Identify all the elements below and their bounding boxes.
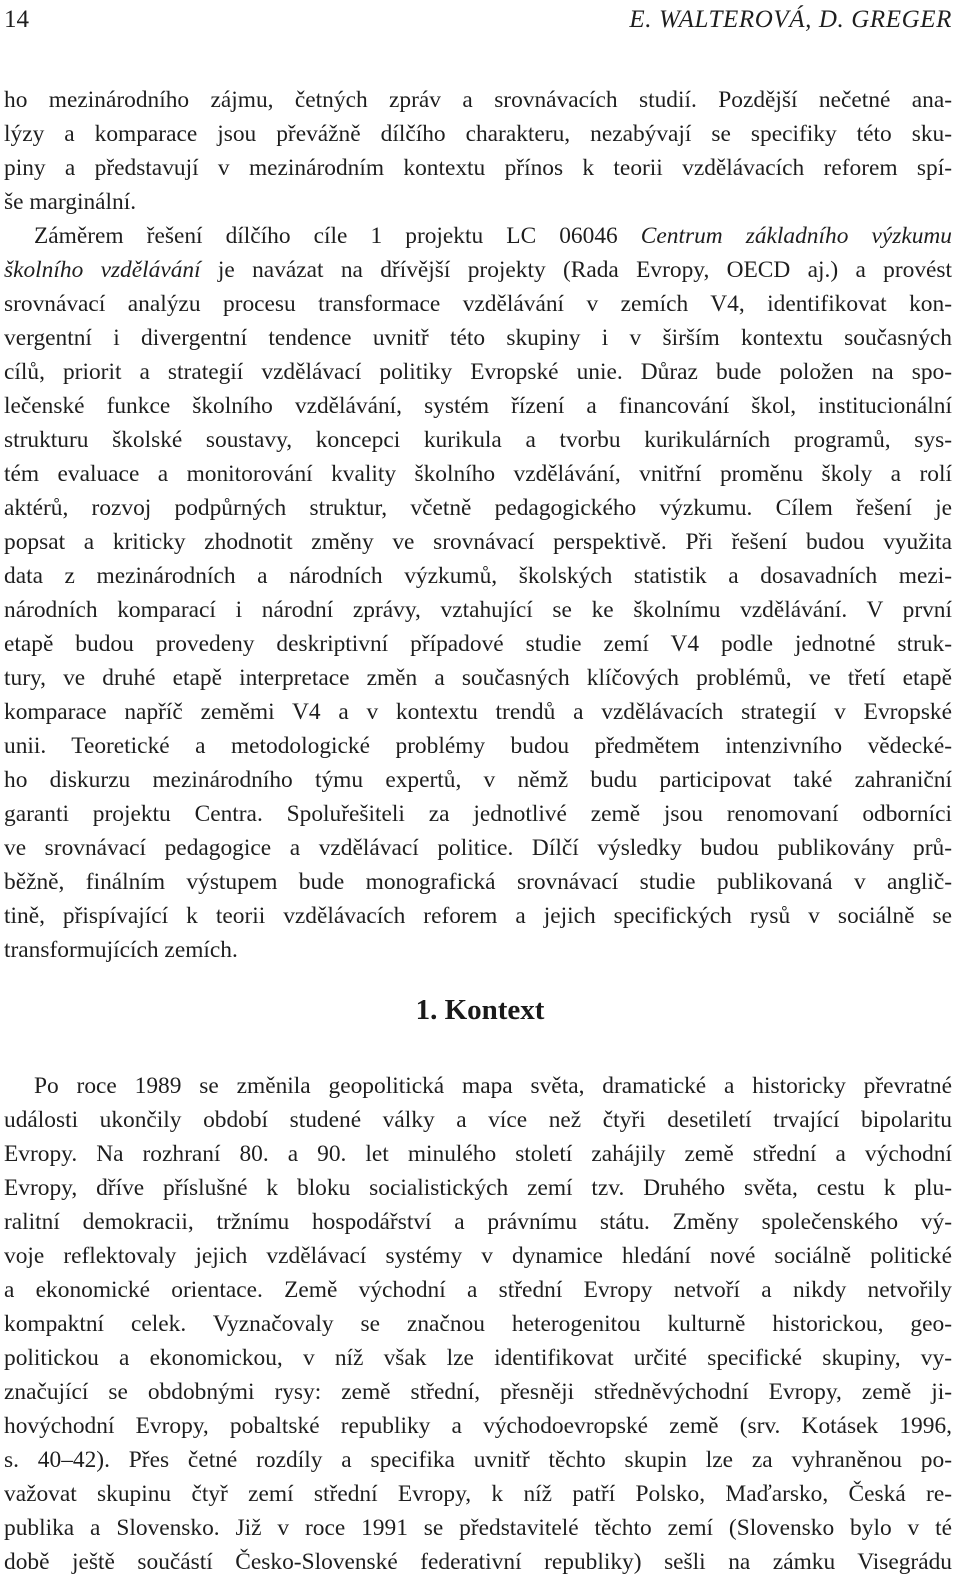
text-run: Záměrem řešení dílčího cíle 1 projektu LC 06046 [34,223,641,249]
text-line: kompaktní celek. Vyznačovaly se značnou heterogenitou kulturně historickou, geo- [4,1311,952,1337]
text-line: ho diskurzu mezinárodního týmu expertů, v němž budu participovat také zahraniční [4,767,952,793]
text-line: unii. Teoretické a metodologické problémy budou předmětem intenzivního vědecké- [4,733,952,759]
text-line: politickou a ekonomickou, v níž však lze identifikovat určité specifické skupiny, vy- [4,1345,952,1371]
text-line: vergentní i divergentní tendence uvnitř této skupiny i v širším kontextu současných [4,325,952,351]
text-line: značující se obdobnými rysy: země střední, přesněji středněvýchodní Evropy, země ji- [4,1379,952,1405]
project-title-italic: školního vzdělávání [4,257,201,283]
text-run: je navázat na dřívější projekty (Rada Evropy, OECD aj.) a provést [200,257,952,283]
text-line: s. 40–42). Přes četné rozdíly a specifika uvnitř těchto skupin lze za vyhraněnou po- [4,1447,952,1473]
text-line: tém evaluace a monitorování kvality školního vzdělávání, vnitřní proměnu školy a rolí [4,461,952,487]
text-line: tury, ve druhé etapě interpretace změn a současných klíčových problémů, ve třetí etapě [4,665,952,691]
text-line: etapě budou provedeny deskriptivní případové studie zemí V4 podle jednotné struk- [4,631,952,657]
text-line: Evropy. Na rozhraní 80. a 90. let minulého století zahájily země střední a východní [4,1141,952,1167]
text-line: události ukončily období studené války a více než čtyři desetiletí trvající bipolaritu [4,1107,952,1133]
text-line: popsat a kriticky zhodnotit změny ve srovnávací perspektivě. Při řešení budou využita [4,529,952,555]
text-line: ho mezinárodního zájmu, četných zpráv a srovnávacích studií. Pozdější nečetné ana- [4,87,952,113]
text-line: hovýchodní Evropy, pobaltské republiky a východoevropské země (srv. Kotásek 1996, [4,1413,952,1439]
text-line: garanti projektu Centra. Spoluřešiteli za jednotlivé země jsou renomovaní odborníci [4,801,952,827]
text-line: tině, přispívající k teorii vzdělávacích reforem a jejich specifických rysů v sociálně se [4,903,952,929]
text-line: važovat skupinu čtyř zemí střední Evropy, k níž patří Polsko, Maďarsko, Česká re- [4,1481,952,1507]
text-line: aktérů, rozvoj podpůrných struktur, včetně pedagogického výzkumu. Cílem řešení je [4,495,952,521]
text-line: lýzy a komparace jsou převážně dílčího charakteru, nezabývají se specifiky této sku- [4,121,952,147]
text-line: voje reflektovaly jejich vzdělávací systémy v dynamice hledání nové sociálně politické [4,1243,952,1269]
paragraph-first-line [4,219,952,253]
text-line: strukturu školské soustavy, koncepci kurikula a tvorbu kurikulárních programů, sys- [4,427,952,453]
text-line: národních komparací i národní zprávy, vztahující se ke školnímu vzdělávání. V první [4,597,952,623]
text-line: a ekonomické orientace. Země východní a střední Evropy netvoří a nikdy netvořily [4,1277,952,1303]
text-line: ralitní demokracii, tržnímu hospodářství a právnímu státu. Změny společenského vý- [4,1209,952,1235]
paragraph-first-line: Po roce 1989 se změnila geopolitická mapa světa, dramatické a historicky převratné [34,1073,952,1099]
text-line: lečenské funkce školního vzdělávání, systém řízení a financování škol, institucionální [4,393,952,419]
body-text-lower [4,1069,952,1579]
text-line: komparace napříč zeměmi V4 a v kontextu trendů a vzdělávacích strategií v Evropské [4,699,952,725]
text-line: ve srovnávací pedagogice a vzdělávací politice. Dílčí výsledky budou publikovány prů- [4,835,952,861]
text-line: še marginální. [4,189,137,215]
text-line: piny a představují v mezinárodním kontextu přínos k teorii vzdělávacích reforem spí- [4,155,952,181]
text-line [4,253,952,287]
text-line: srovnávací analýzu procesu transformace vzdělávání v zemích V4, identifikovat kon- [4,291,952,317]
project-title-italic: Centrum základního výzkumu [640,223,952,249]
page-number: 14 [4,6,29,33]
text-line: běžně, finálním výstupem bude monografická srovnávací studie publikovaná v anglič- [4,869,952,895]
section-heading: 1. Kontext [415,994,545,1026]
text-line: transformujících zemích. [4,937,238,963]
text-line: cílů, priorit a strategií vzdělávací politiky Evropské unie. Důraz bude položen na spo- [4,359,952,385]
running-header-authors: E. WALTEROVÁ, D. GREGER [629,6,952,33]
text-line: data z mezinárodních a národních výzkumů, školských statistik a dosavadních mezi- [4,563,952,589]
text-line: Evropy, dříve příslušné k bloku socialistických zemí tzv. Druhého světa, cestu k plu- [4,1175,952,1201]
text-line: publika a Slovensko. Již v roce 1991 se představitelé těchto zemí (Slovensko bylo v té [4,1515,952,1541]
running-header [4,2,952,38]
body-text-upper [4,83,952,967]
text-line: době ještě součástí Česko-Slovenské federativní republiky) sešli na zámku Visegrádu [4,1549,952,1575]
